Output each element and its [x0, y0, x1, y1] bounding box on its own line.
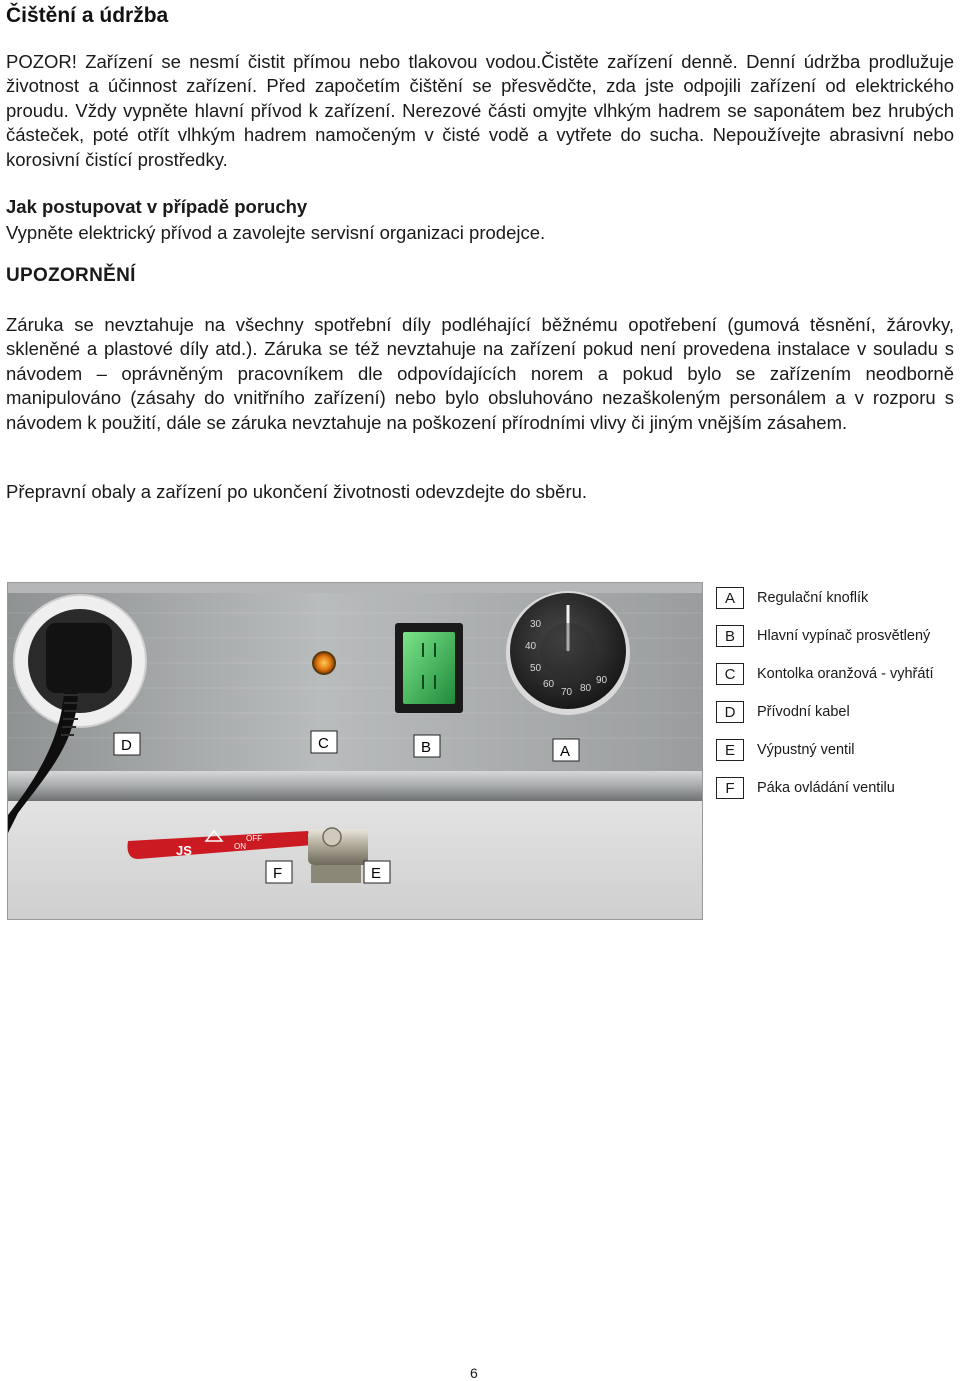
scale-90: 90: [596, 675, 608, 686]
photo-tag-b: B: [421, 739, 432, 756]
legend-letter: A: [716, 587, 744, 609]
valve-outlet: [311, 865, 361, 883]
legend-text: Regulační knoflík: [757, 590, 869, 606]
fault-paragraph: Vypněte elektrický přívod a zavolejte servisní organizaci prodejce.: [6, 222, 546, 243]
control-panel-photo: [7, 582, 703, 920]
disposal-paragraph: Přepravní obaly a zařízení po ukončení životnosti odevzdejte do sběru.: [6, 481, 588, 502]
scale-40: 40: [525, 641, 537, 652]
legend-text: Hlavní vypínač prosvětlený: [757, 628, 931, 644]
valve-off-label: OFF: [246, 834, 262, 843]
cleaning-paragraph: POZOR! Zařízení se nesmí čistit přímou nebo tlakovou vodou.Čistěte zařízení denně. Denní údržba prodlužuje životnost a účinnost zařízení. Před započetím čištění se přesvědčte, zda jste odpojili zařízení od elektrického proudu. Vždy vypněte hlavní přívod k zařízení. Nerezové části omyjte vlhkým hadrem se saponátem bez hrubých částeček, poté otřít vlhkým hadrem namočeným v čisté vodě a vytřete do sucha. Nepoužívejte abrasivní nebo korosivní čistící prostředky.: [6, 51, 954, 170]
indicator-lamp: [313, 652, 335, 674]
photo-tag-a: A: [560, 743, 571, 760]
fault-heading: Jak postupovat v případě poruchy: [6, 196, 308, 217]
legend-letter: C: [716, 663, 744, 685]
scale-70: 70: [561, 687, 573, 698]
panel-top-edge: [8, 583, 702, 593]
legend-text: Přívodní kabel: [757, 704, 850, 720]
legend-item-e: [716, 738, 855, 762]
legend-item-f: [716, 776, 895, 800]
legend-text: Výpustný ventil: [757, 742, 855, 758]
photo-tag-d: D: [121, 737, 132, 754]
valve-on-label: ON: [234, 842, 246, 851]
main-switch[interactable]: [403, 632, 455, 704]
legend-letter: B: [716, 625, 744, 647]
warning-heading: UPOZORNĚNÍ: [6, 265, 136, 286]
legend-text: Páka ovládání ventilu: [757, 780, 895, 796]
legend-item-c: [716, 662, 934, 686]
valve-brand: JS: [176, 843, 192, 858]
legend-item-a: [716, 586, 868, 610]
legend-letter: D: [716, 701, 744, 723]
scale-50: 50: [530, 663, 542, 674]
power-plug: [46, 623, 112, 693]
legend-letter: F: [716, 777, 744, 799]
page-number: 6: [470, 1365, 478, 1381]
scale-60: 60: [543, 679, 555, 690]
panel-rail: [8, 771, 702, 801]
photo-tag-c: C: [318, 735, 329, 752]
warranty-paragraph: Záruka se nevztahuje na všechny spotřební díly podléhající běžnému opotřebení (gumová těsnění, žárovky, skleněné a plastové díly atd.). Záruka se též nevztahuje na zařízení pokud není provedena instalace v souladu s návodem – oprávněným pracovníkem dle odpovídajících norem a pokud bylo se zařízením neodborně manipulováno (zásahy do vnitřního zařízení) nebo bylo obsluhováno nezaškoleným personálem a v rozporu s návodem k použití, dále se záruka nevztahuje na poškození přírodními vlivy či jiným vnějším zásahem.: [6, 314, 954, 433]
section-title: Čištění a údržba: [6, 4, 169, 27]
legend-item-b: [716, 624, 930, 648]
scale-80: 80: [580, 683, 592, 694]
legend-text: Kontolka oranžová - vyhřátí: [757, 666, 934, 682]
legend-item-d: [716, 700, 850, 724]
legend-letter: E: [716, 739, 744, 761]
scale-30: 30: [530, 619, 542, 630]
photo-tag-f: F: [273, 865, 283, 882]
photo-tag-e: E: [371, 865, 382, 882]
